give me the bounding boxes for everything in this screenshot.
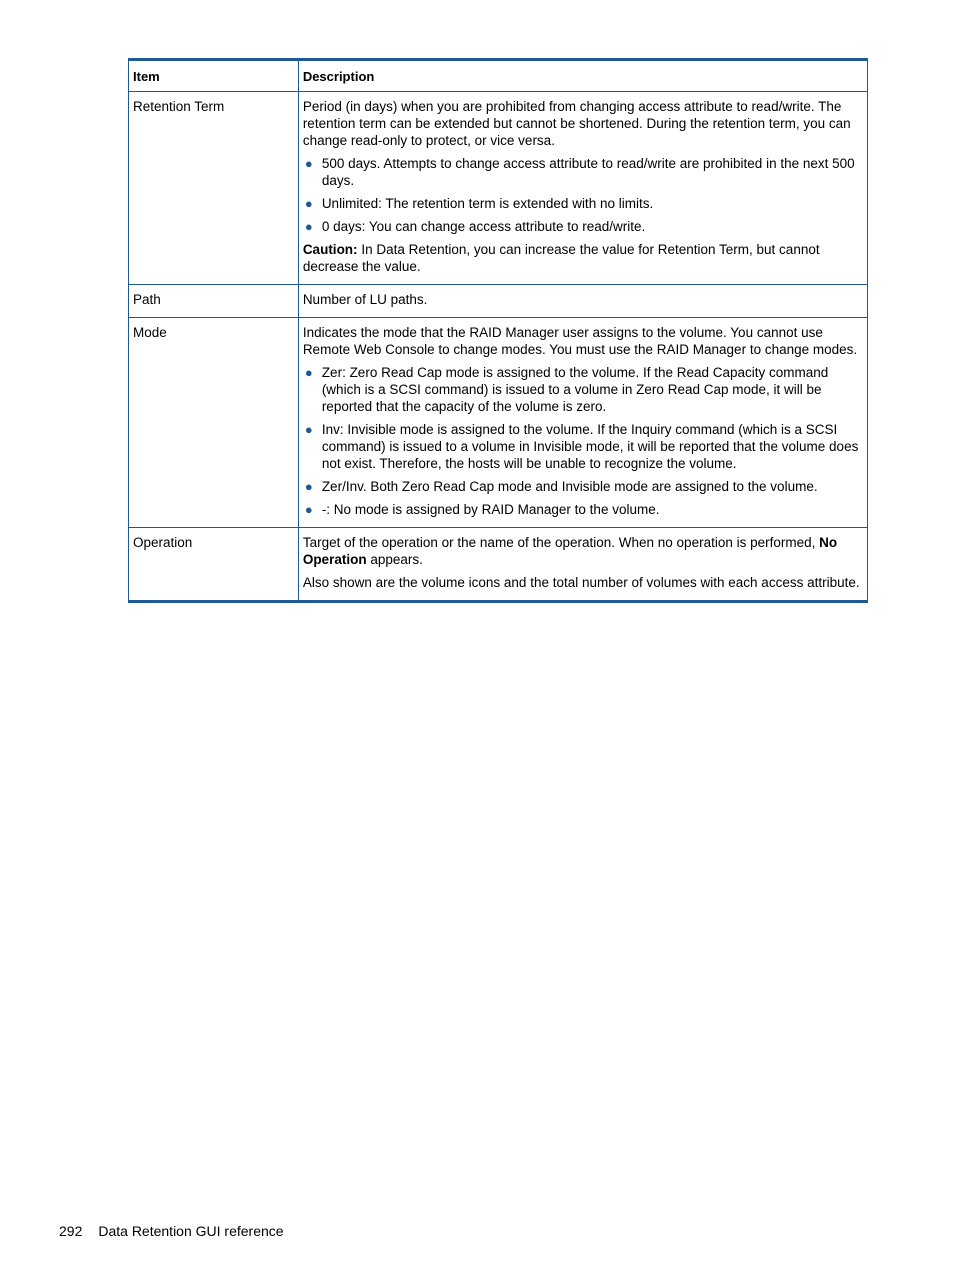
- bullet-dot-icon: ●: [304, 219, 313, 234]
- list-item-text: Zer: Zero Read Cap mode is assigned to the volume. If the Read Capacity command (which is a SCSI command) is issued to a volume in Zero Read Cap mode, it will be reported that the capacity of the volume is zero.: [321, 365, 829, 414]
- row-item-cell: [129, 285, 299, 318]
- list-item-text: Zer/Inv. Both Zero Read Cap mode and Invisible mode are assigned to the volume.: [321, 479, 818, 494]
- list-item-text: Inv: Invisible mode is assigned to the volume. If the Inquiry command (which is a SCSI command) is issued to a volume in Invisible mode, it will be reported that the volume does not exist. Therefore, the hosts will be unable to recognize the volume.: [321, 422, 859, 471]
- list-item-text: 500 days. Attempts to change access attribute to read/write are prohibited in the next 500 days.: [321, 156, 855, 188]
- list-item-text: 0 days: You can change access attribute to read/write.: [321, 219, 646, 234]
- row-item-label: Mode: [133, 325, 167, 340]
- no-operation-label: No Operation: [302, 535, 838, 567]
- list-item: [303, 218, 863, 235]
- header-item: Item: [129, 60, 299, 92]
- row-description-cell: [298, 285, 867, 318]
- row-description-cell: [298, 92, 867, 285]
- list-item: [303, 155, 863, 189]
- operation-text-end: appears.: [366, 552, 423, 567]
- section-title: Data Retention GUI reference: [98, 1223, 284, 1239]
- page-footer: [59, 1223, 284, 1240]
- list-item: [303, 195, 863, 212]
- bullet-list: [303, 155, 863, 235]
- description-paragraph: Also shown are the volume icons and the total number of volumes with each access attribute.: [302, 575, 860, 590]
- bullet-dot-icon: ●: [304, 422, 313, 437]
- list-item-text: -: No mode is assigned by RAID Manager to the volume.: [321, 502, 660, 517]
- list-item: [303, 364, 863, 415]
- table-row-path: [129, 285, 868, 318]
- table-row-mode: [129, 318, 868, 528]
- row-item-cell: [129, 318, 299, 528]
- row-item-label: Retention Term: [133, 99, 225, 114]
- row-item-cell: [129, 92, 299, 285]
- header-description: Description: [298, 60, 867, 92]
- table-row-retention-term: [129, 92, 868, 285]
- reference-table: [128, 58, 868, 603]
- row-item-cell: [129, 528, 299, 602]
- bullet-list: [303, 364, 863, 518]
- bullet-dot-icon: ●: [304, 479, 313, 494]
- list-item-text: Unlimited: The retention term is extended with no limits.: [321, 196, 654, 211]
- list-item: [303, 478, 863, 495]
- description-paragraph: Period (in days) when you are prohibited from changing access attribute to read/write. The retention term can be extended but cannot be shortened. During the retention term, you can change read-only to protect, or vice versa.: [302, 99, 851, 148]
- row-description-cell: [298, 528, 867, 602]
- row-item-label: Path: [133, 292, 161, 307]
- operation-text-start: Target of the operation or the name of the operation. When no operation is performed,: [302, 535, 820, 550]
- row-item-label: Operation: [133, 535, 193, 550]
- caution-note: [303, 241, 863, 275]
- bullet-dot-icon: ●: [304, 365, 313, 380]
- list-item: [303, 421, 863, 472]
- description-paragraph: Number of LU paths.: [302, 292, 428, 307]
- description-paragraph: Indicates the mode that the RAID Manager user assigns to the volume. You cannot use Remote Web Console to change modes. You must use the RAID Manager to change modes.: [302, 325, 858, 357]
- bullet-dot-icon: ●: [304, 196, 313, 211]
- caution-label: Caution:: [302, 242, 358, 257]
- page-number: 292: [59, 1223, 83, 1239]
- table-header-row: [129, 60, 868, 92]
- description-paragraph: [303, 534, 863, 568]
- caution-text: In Data Retention, you can increase the value for Retention Term, but cannot decrease the value.: [302, 242, 820, 274]
- bullet-dot-icon: ●: [304, 156, 313, 171]
- table-row-operation: [129, 528, 868, 602]
- list-item: [303, 501, 863, 518]
- row-description-cell: [298, 318, 867, 528]
- bullet-dot-icon: ●: [304, 502, 313, 517]
